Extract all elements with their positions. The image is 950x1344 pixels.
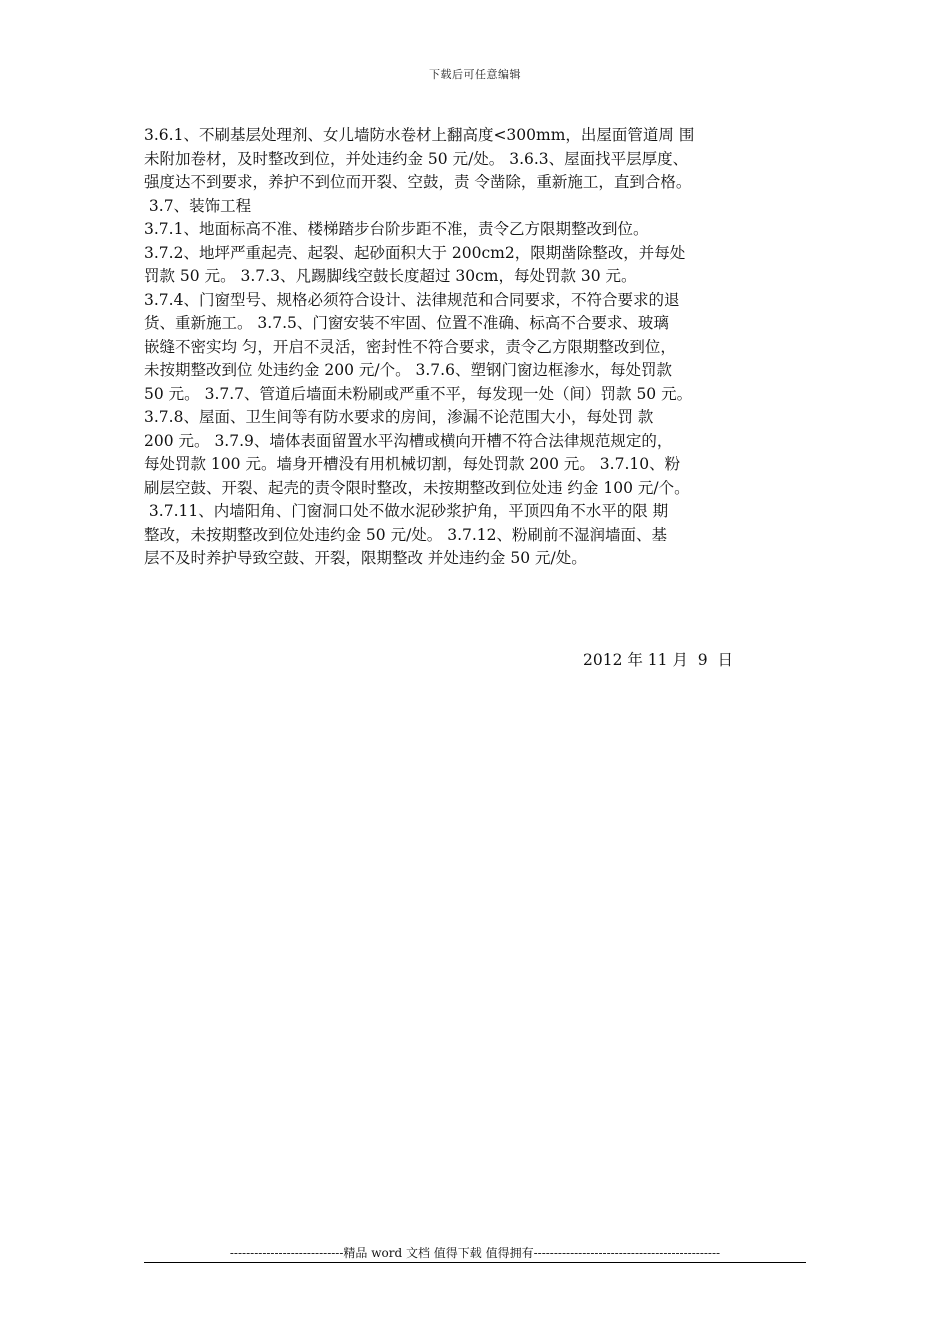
page-footer: ----------------------------精品 word 文档 值得下载 值得拥有---------------------------------------------- (229, 1246, 721, 1260)
body-line: 整改，未按期整改到位处违约金 50 元/处。 3.7.12、粉刷前不湿润墙面、基 (144, 525, 668, 544)
body-line: 强度达不到要求，养护不到位而开裂、空鼓，责 令凿除，重新施工，直到合格。 (144, 173, 692, 191)
document-body (144, 124, 824, 571)
body-line: 3.7.2、地坪严重起壳、起裂、起砂面积大于 200cm2，限期凿除整改，并每处 (144, 243, 686, 262)
body-line: 货、重新施工。 3.7.5、门窗安装不牢固、位置不准确、标高不合要求、玻璃 (144, 314, 669, 332)
section-heading: 3.7、装饰工程 (144, 196, 252, 215)
body-line: 3.6.1、不刷基层处理剂、女儿墙防水卷材上翻高度<300mm，出屋面管道周 围 (144, 126, 695, 144)
body-line: 3.7.1、地面标高不准、楼梯踏步台阶步距不准，责令乙方限期整改到位。 (144, 220, 649, 238)
body-line: 未附加卷材，及时整改到位，并处违约金 50 元/处。 3.6.3、屋面找平层厚度、 (144, 149, 689, 168)
body-line: 未按期整改到位 处违约金 200 元/个。 3.7.6、塑钢门窗边框渗水，每处罚款 (144, 361, 672, 379)
body-line: 每处罚款 100 元。墙身开槽没有用机械切割，每处罚款 200 元。 3.7.10、粉 (144, 455, 681, 473)
body-line: 嵌缝不密实均 匀，开启不灵活，密封性不符合要求，责令乙方限期整改到位， (144, 337, 676, 356)
body-line: 3.7.11、内墙阳角、门窗洞口处不做水泥砂浆护角，平顶四角不水平的限 期 (144, 502, 669, 520)
body-line: 50 元。 3.7.7、管道后墙面未粉刷或严重不平，每发现一处（间）罚款 50 元。 (144, 384, 693, 403)
body-line: 200 元。 3.7.9、墙体表面留置水平沟槽或横向开槽不符合法律规范规定的， (144, 431, 673, 450)
page-header: 下载后可任意编辑 (429, 68, 521, 81)
body-line: 3.7.4、门窗型号、规格必须符合设计、法律规范和合同要求，不符合要求的退 (144, 290, 680, 309)
document-date: 2012 年 11 月 9 日 (583, 651, 734, 669)
body-line: 罚款 50 元。 3.7.3、凡踢脚线空鼓长度超过 30cm，每处罚款 30 元。 (144, 267, 637, 285)
body-line: 层不及时养护导致空鼓、开裂，限期整改 并处违约金 50 元/处。 (144, 549, 587, 567)
body-line: 刷层空鼓、开裂、起壳的责令限时整改，未按期整改到位处违 约金 100 元/个。 (144, 478, 690, 497)
body-line: 3.7.8、屋面、卫生间等有防水要求的房间，渗漏不论范围大小，每处罚 款 (144, 408, 654, 426)
footer-divider (144, 1262, 806, 1263)
